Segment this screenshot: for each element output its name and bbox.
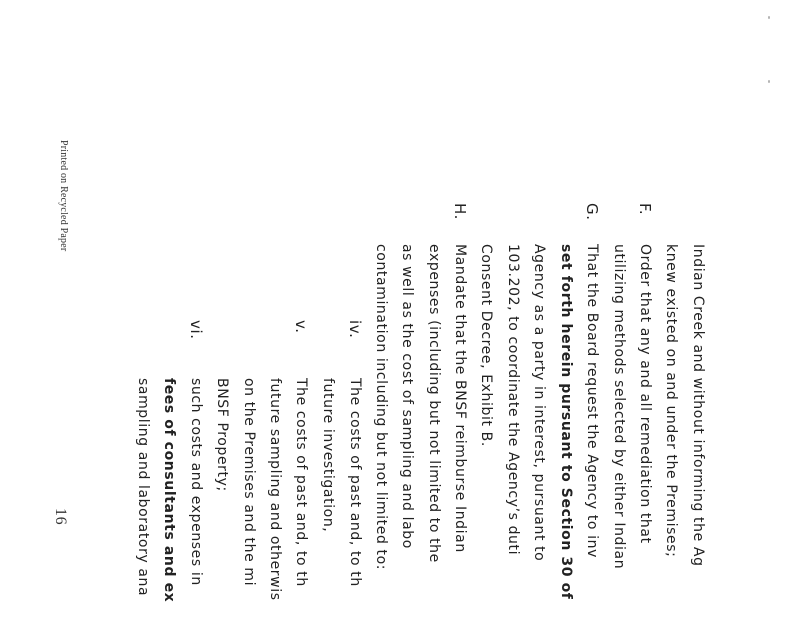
text-line-20: such costs and expenses in bbox=[188, 378, 204, 586]
recycled-paper-footer: Printed on Recycled Paper bbox=[58, 140, 69, 252]
paragraph-label-h: H. bbox=[451, 203, 469, 220]
subitem-label-vi: vi. bbox=[187, 320, 205, 340]
text-line-11: expenses (including but not limited to the bbox=[426, 244, 442, 563]
subitem-label-v: v. bbox=[292, 320, 310, 334]
scan-speck bbox=[768, 16, 770, 19]
text-line-22: sampling and laboratory ana bbox=[135, 378, 151, 597]
text-line-10: Mandate that the BNSF reimburse Indian bbox=[452, 244, 468, 553]
text-line-5: That the Board request the Agency to inv bbox=[584, 244, 600, 558]
text-line-16: The costs of past and, to th bbox=[293, 378, 309, 587]
paragraph-label-f: F. bbox=[636, 203, 654, 216]
text-line-6: set forth herein pursuant to Section 30 of bbox=[558, 244, 574, 600]
text-line-1: Indian Creek and without informing the Ag bbox=[690, 244, 706, 567]
paragraph-label-g: G. bbox=[583, 203, 601, 221]
text-line-12: as well as the cost of sampling and labo bbox=[399, 244, 415, 549]
text-line-18: on the Premises and the mi bbox=[241, 378, 257, 587]
subitem-label-iv: iv. bbox=[346, 320, 364, 339]
text-line-4: utilizing methods selected by either Indian bbox=[611, 244, 627, 570]
text-line-7: Agency as a party in interest, pursuant to bbox=[531, 244, 547, 562]
text-line-8: 103.202, to coordinate the Agency’s duti bbox=[505, 244, 521, 556]
text-line-15: future investigation, bbox=[320, 378, 336, 533]
text-line-17: future sampling and otherwis bbox=[267, 378, 283, 601]
text-line-9: Consent Decree, Exhibit B. bbox=[478, 244, 494, 447]
text-line-2: knew existed on and under the Premises; bbox=[663, 244, 679, 558]
scan-speck bbox=[768, 80, 770, 83]
text-line-21: fees of consultants and ex bbox=[161, 378, 177, 603]
text-line-13: contamination including but not limited to: bbox=[373, 244, 389, 571]
text-line-3: Order that any and all remediation that bbox=[637, 244, 653, 544]
page-number: 16 bbox=[52, 508, 69, 526]
text-line-14: The costs of past and, to th bbox=[347, 378, 363, 587]
text-line-19: BNSF Property; bbox=[214, 378, 230, 492]
